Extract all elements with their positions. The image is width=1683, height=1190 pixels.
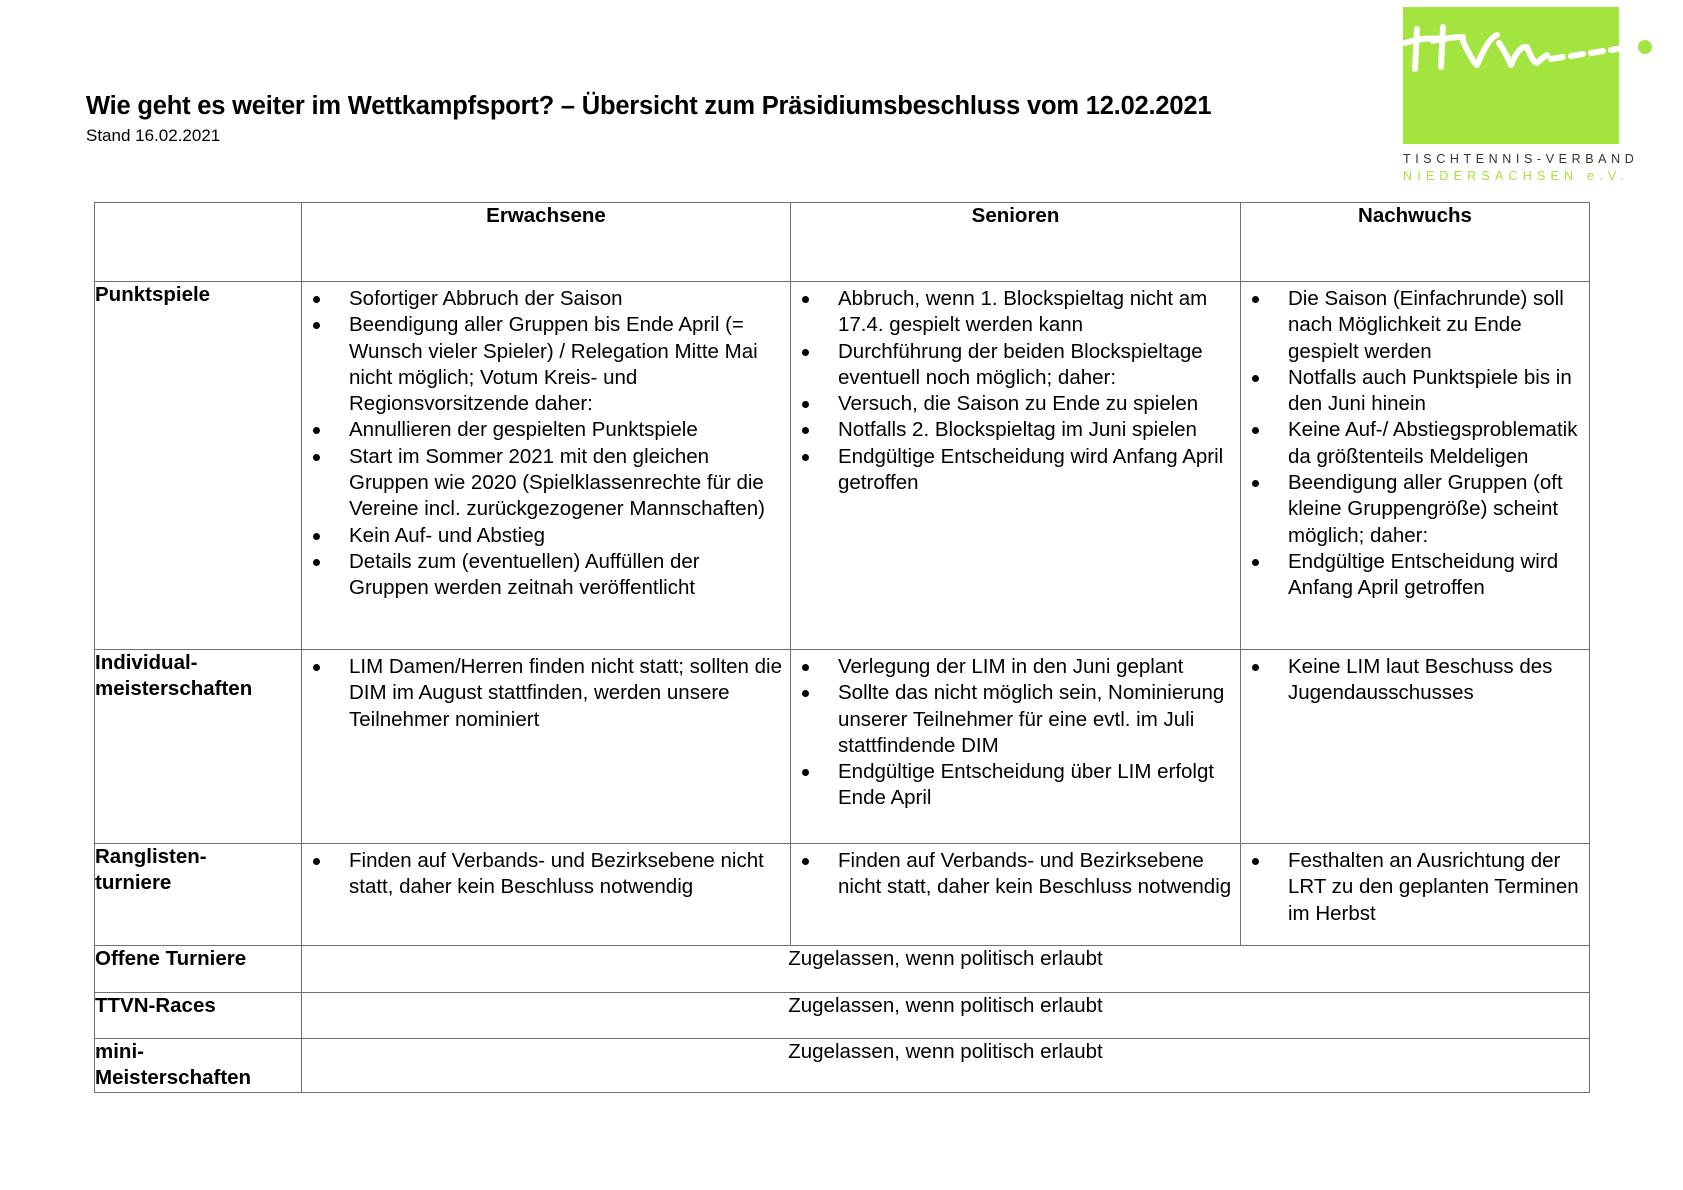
cell-individual-nachwuchs (1241, 650, 1590, 844)
list-item: Annullieren der gespielten Punktspiele (302, 417, 784, 443)
list-item: Finden auf Verbands- und Bezirksebene nicht statt, daher kein Beschluss notwendig (302, 848, 784, 901)
list-item: Durchführung der beiden Blockspieltage eventuell noch möglich; daher: (791, 339, 1234, 392)
merged-cell-offene-turniere: Zugelassen, wenn politisch erlaubt (302, 946, 1590, 993)
table-row-ttvn-races (95, 993, 1590, 1039)
row-label-offene-turniere: Offene Turniere (95, 946, 302, 993)
table-row-individualmeisterschaften (95, 650, 1590, 844)
list-item: Kein Auf- und Abstieg (302, 523, 784, 549)
list-item: Notfalls auch Punktspiele bis in den Juni hinein (1241, 365, 1583, 418)
row-label-line: meisterschaften (95, 677, 253, 701)
table-row-mini-meisterschaften (95, 1039, 1590, 1093)
list-item: Endgültige Entscheidung über LIM erfolgt Ende April (791, 759, 1234, 812)
table-row-offene-turniere (95, 946, 1590, 993)
cell-punktspiele-nachwuchs (1241, 282, 1590, 650)
cell-rangliste-nachwuchs (1241, 844, 1590, 946)
list-item: Keine Auf-/ Abstiegsproblematik da größtenteils Meldeligen (1241, 417, 1583, 470)
ttvn-logo (1403, 7, 1658, 187)
merged-cell-ttvn-races: Zugelassen, wenn politisch erlaubt (302, 993, 1590, 1039)
column-header-erwachsene: Erwachsene (302, 203, 791, 282)
list-item: Versuch, die Saison zu Ende zu spielen (791, 391, 1234, 417)
list-item: Abbruch, wenn 1. Blockspieltag nicht am 17.4. gespielt werden kann (791, 286, 1234, 339)
page-title: Wie geht es weiter im Wettkampfsport? – Übersicht zum Präsidiumsbeschluss vom 12.02.2021 (86, 92, 1212, 120)
list-item: Die Saison (Einfachrunde) soll nach Möglichkeit zu Ende gespielt werden (1241, 286, 1583, 365)
row-label-line: Individual- (95, 651, 198, 674)
list-item: Details zum (eventuellen) Auffüllen der Gruppen werden zeitnah veröffentlicht (302, 549, 784, 602)
cell-rangliste-senioren (791, 844, 1241, 946)
row-label-line: mini- (95, 1040, 144, 1063)
cell-punktspiele-senioren (791, 282, 1241, 650)
list-item: Start im Sommer 2021 mit den gleichen Gruppen wie 2020 (Spielklassenrechte für die Vereine incl. zurückgezogener Mannschaften) (302, 444, 784, 523)
row-label-ttvn-races: TTVN-Races (95, 993, 302, 1039)
row-label-punktspiele: Punktspiele (95, 282, 302, 650)
table-row-ranglistenturniere (95, 844, 1590, 946)
list-item: Endgültige Entscheidung wird Anfang April getroffen (1241, 549, 1583, 602)
list-item: Finden auf Verbands- und Bezirksebene nicht statt, daher kein Beschluss notwendig (791, 848, 1234, 901)
decision-overview-table (94, 202, 1590, 1093)
list-item: Sofortiger Abbruch der Saison (302, 286, 784, 312)
logo-text-niedersachsen: NIEDERSACHSEN e.V. (1403, 169, 1629, 183)
list-item: Beendigung aller Gruppen bis Ende April (= Wunsch vieler Spieler) / Relegation Mitte Mai nicht möglich; Votum Kreis- und Regionsvorsitzende daher: (302, 312, 784, 417)
cell-punktspiele-erwachsene (302, 282, 791, 650)
list-item: LIM Damen/Herren finden nicht statt; sollten die DIM im August stattfinden, werden unsere Teilnehmer nominiert (302, 654, 784, 733)
list-item: Festhalten an Ausrichtung der LRT zu den geplanten Terminen im Herbst (1241, 848, 1583, 927)
row-label-individualmeisterschaften (95, 650, 302, 844)
table-row-punktspiele (95, 282, 1590, 650)
row-label-line: turniere (95, 871, 172, 895)
cell-individual-erwachsene (302, 650, 791, 844)
header-empty-cell (95, 203, 302, 282)
column-header-senioren: Senioren (791, 203, 1241, 282)
list-item: Endgültige Entscheidung wird Anfang April getroffen (791, 444, 1234, 497)
row-label-line: Meisterschaften (95, 1066, 252, 1090)
row-label-line: Ranglisten- (95, 845, 207, 868)
cell-individual-senioren (791, 650, 1241, 844)
list-item: Beendigung aller Gruppen (oft kleine Gruppengröße) scheint möglich; daher: (1241, 470, 1583, 549)
list-item: Verlegung der LIM in den Juni geplant (791, 654, 1234, 680)
ttvn-logo-icon (1403, 7, 1658, 144)
merged-cell-mini-meisterschaften: Zugelassen, wenn politisch erlaubt (302, 1039, 1590, 1093)
list-item: Notfalls 2. Blockspieltag im Juni spielen (791, 417, 1234, 443)
table-header-row (95, 203, 1590, 282)
page-subtitle-date: Stand 16.02.2021 (86, 126, 221, 145)
cell-rangliste-erwachsene (302, 844, 791, 946)
row-label-ranglistenturniere (95, 844, 302, 946)
row-label-mini-meisterschaften (95, 1039, 302, 1093)
column-header-nachwuchs: Nachwuchs (1241, 203, 1590, 282)
logo-text-verband: TISCHTENNIS-VERBAND (1403, 152, 1639, 166)
list-item: Sollte das nicht möglich sein, Nominierung unserer Teilnehmer für eine evtl. im Juli stattfindende DIM (791, 680, 1234, 759)
list-item: Keine LIM laut Beschuss des Jugendausschusses (1241, 654, 1583, 707)
